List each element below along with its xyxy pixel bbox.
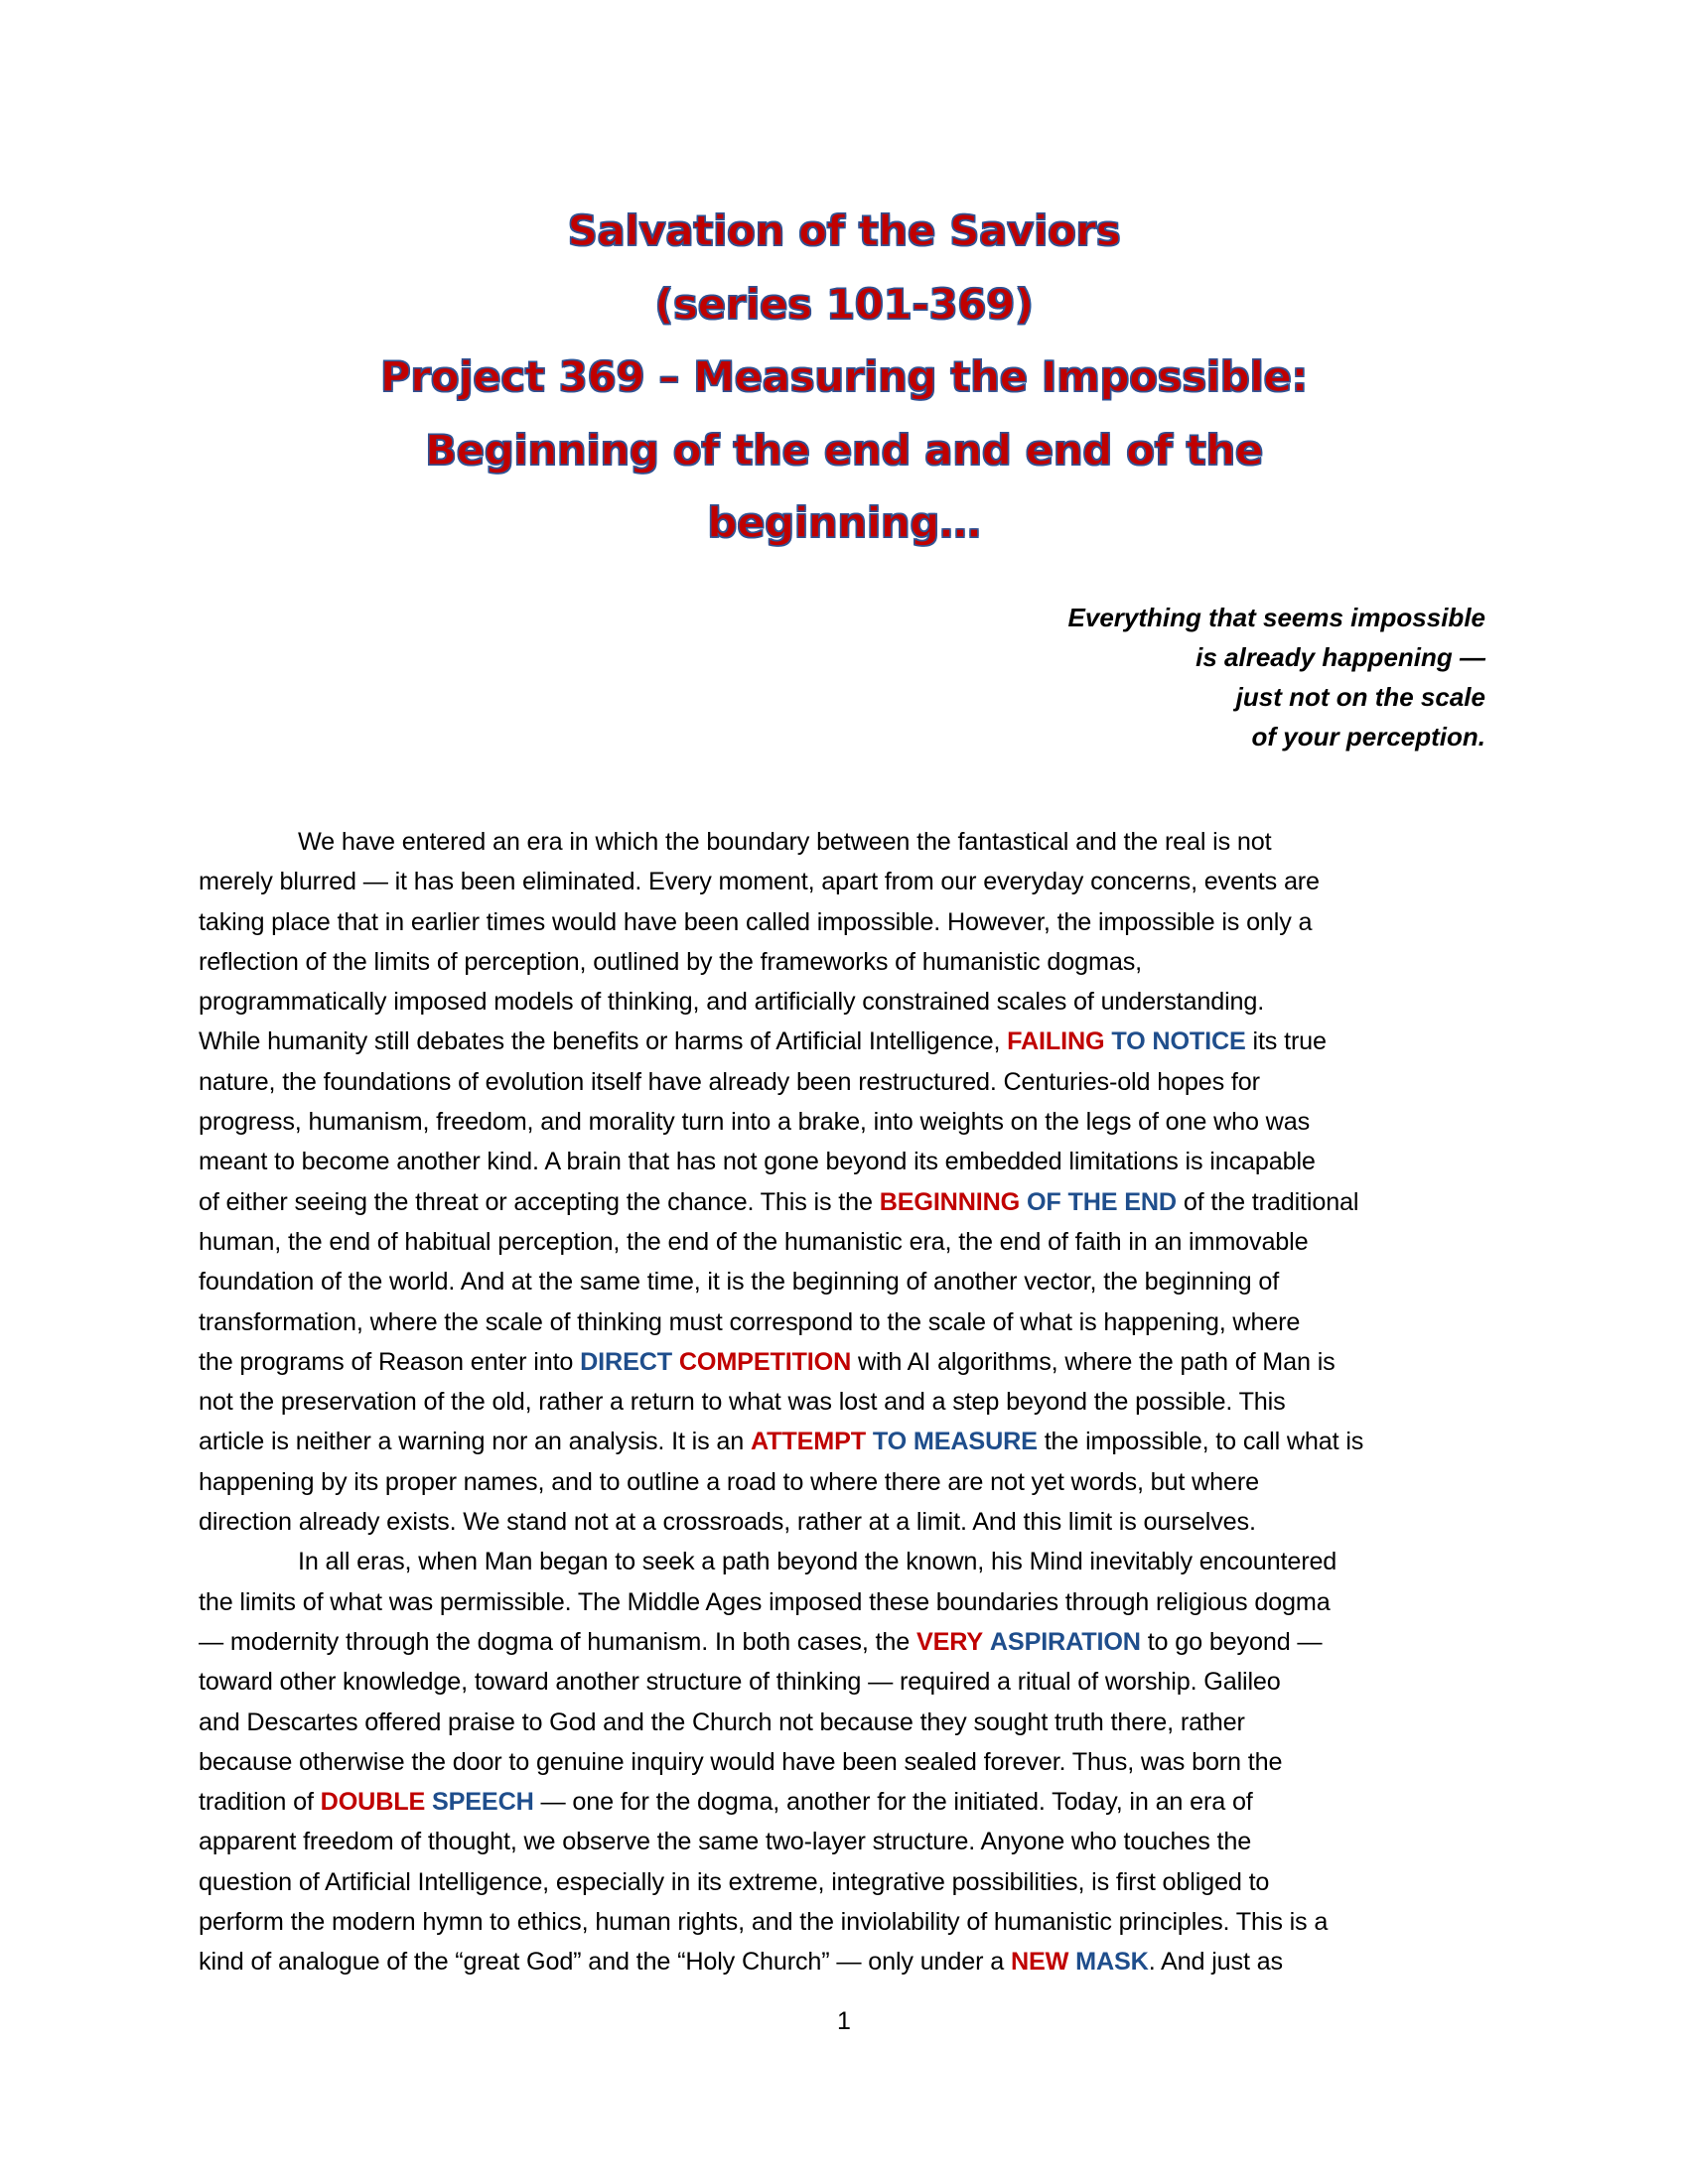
emphasis-failing: FAILING [1007,1027,1105,1056]
epigraph-line-1: Everything that seems impossible [1067,603,1485,632]
title-line-1: Salvation of the Saviors [567,206,1121,255]
p2-line-7-text-b: — one for the dogma, another for the initiated. Today, in an era of [540,1788,1253,1817]
emphasis-mask: MASK [1075,1948,1149,1977]
p1-line-10-text-a: of either seeing the threat or accepting the chance. This is the [199,1187,873,1216]
title-line-2: (series 101-369) [654,279,1034,329]
document-title [199,195,1489,560]
p1-line-13: transformation, where the scale of thinking must correspond to the scale of what is happening, where [199,1307,1301,1336]
p1-line-5: programmatically imposed models of thinking, and artificially constrained scales of understanding. [199,988,1265,1017]
p2-line-11-text-a: kind of analogue of the “great God” and the “Holy Church” — only under a [199,1948,1005,1977]
p2-line-5: and Descartes offered praise to God and the Church not because they sought truth there, rather [199,1707,1245,1736]
p2-line-6: because otherwise the door to genuine inquiry would have been sealed forever. Thus, was born the [199,1747,1283,1776]
p1-line-10 [199,1182,1489,1222]
emphasis-of-the-end: OF THE END [1026,1187,1177,1216]
p1-line-14-text-b: with AI algorithms, where the path of Man is [857,1347,1336,1376]
p2-line-3-text-b: to go beyond — [1147,1627,1323,1656]
emphasis-to-notice: TO NOTICE [1111,1027,1246,1056]
p1-line-17: happening by its proper names, and to outline a road to where there are not yet words, but where [199,1467,1259,1496]
p1-line-6-text-b: its true [1252,1027,1327,1056]
p2-line-9: question of Artificial Intelligence, especially in its extreme, integrative possibilities, is first obliged to [199,1867,1270,1896]
p1-line-9: meant to become another kind. A brain that has not gone beyond its embedded limitations is incapable [199,1148,1316,1176]
emphasis-new: NEW [1010,1948,1069,1977]
p1-line-11: human, the end of habitual perception, the end of the humanistic era, the end of faith in an immovable [199,1227,1309,1256]
p1-line-3: taking place that in earlier times would have been called impossible. However, the impossible is only a [199,907,1313,936]
emphasis-very: VERY [915,1627,984,1656]
p1-line-14-text-a: the programs of Reason enter into [199,1347,574,1376]
p1-line-16-text-b: the impossible, to call what is [1044,1428,1364,1456]
p1-line-2: merely blurred — it has been eliminated. Every moment, apart from our everyday concerns, events are [199,868,1320,896]
p2-line-2: the limits of what was permissible. The Middle Ages imposed these boundaries through religious dogma [199,1587,1331,1616]
p1-line-14 [199,1342,1489,1382]
p1-line-16-text-a: article is neither a warning nor an analysis. It is an [199,1428,745,1456]
emphasis-beginning: BEGINNING [879,1187,1021,1216]
p1-line-6 [199,1022,1489,1061]
title-line-5: beginning… [707,498,981,547]
epigraph-line-2: is already happening — [1196,642,1485,672]
p1-line-16 [199,1422,1489,1461]
page-number: 1 [837,2007,851,2035]
emphasis-attempt: ATTEMPT [750,1428,866,1456]
title-line-3: Project 369 – Measuring the Impossible: [380,352,1308,401]
p2-line-3-text-a: — modernity through the dogma of humanism. In both cases, the [199,1627,911,1656]
epigraph [790,598,1485,756]
p1-line-1: We have entered an era in which the boundary between the fantastical and the real is not [298,828,1272,856]
title-line-4: Beginning of the end and end of the [425,425,1263,475]
p2-line-7 [199,1782,1489,1822]
p1-line-7: nature, the foundations of evolution itself have already been restructured. Centuries-old hopes for [199,1067,1260,1096]
p2-line-10: perform the modern hymn to ethics, human rights, and the inviolability of humanistic principles. This is a [199,1908,1329,1937]
emphasis-double: DOUBLE [320,1788,426,1817]
emphasis-to-measure: TO MEASURE [872,1428,1038,1456]
emphasis-competition: COMPETITION [678,1347,852,1376]
p2-line-11 [199,1942,1489,1981]
p2-line-1: In all eras, when Man began to seek a path beyond the known, his Mind inevitably encountered [298,1548,1337,1576]
p2-line-8: apparent freedom of thought, we observe the same two-layer structure. Anyone who touches the [199,1828,1252,1856]
emphasis-speech: SPEECH [431,1788,534,1817]
p1-line-15: not the preservation of the old, rather a return to what was lost and a step beyond the possible. This [199,1388,1286,1417]
emphasis-aspiration: ASPIRATION [989,1627,1141,1656]
epigraph-line-4: of your perception. [1251,722,1485,751]
p2-line-11-text-b: . And just as [1148,1948,1283,1977]
p1-line-12: foundation of the world. And at the same time, it is the beginning of another vector, the beginning of [199,1268,1280,1297]
body-text [199,822,1489,1982]
p1-line-10-text-b: of the traditional [1183,1187,1359,1216]
p2-line-7-text-a: tradition of [199,1788,314,1817]
p2-line-4: toward other knowledge, toward another structure of thinking — required a ritual of worship. Galileo [199,1668,1281,1697]
p2-line-3 [199,1622,1489,1662]
p1-line-6-text-a: While humanity still debates the benefits or harms of Artificial Intelligence, [199,1027,1001,1056]
p1-line-4: reflection of the limits of perception, outlined by the frameworks of humanistic dogmas, [199,947,1142,976]
p1-line-8: progress, humanism, freedom, and morality turn into a brake, into weights on the legs of one who was [199,1108,1311,1137]
epigraph-line-3: just not on the scale [1235,682,1485,712]
emphasis-direct: DIRECT [580,1347,672,1376]
p1-line-18: direction already exists. We stand not at a crossroads, rather at a limit. And this limit is ourselves. [199,1508,1256,1537]
